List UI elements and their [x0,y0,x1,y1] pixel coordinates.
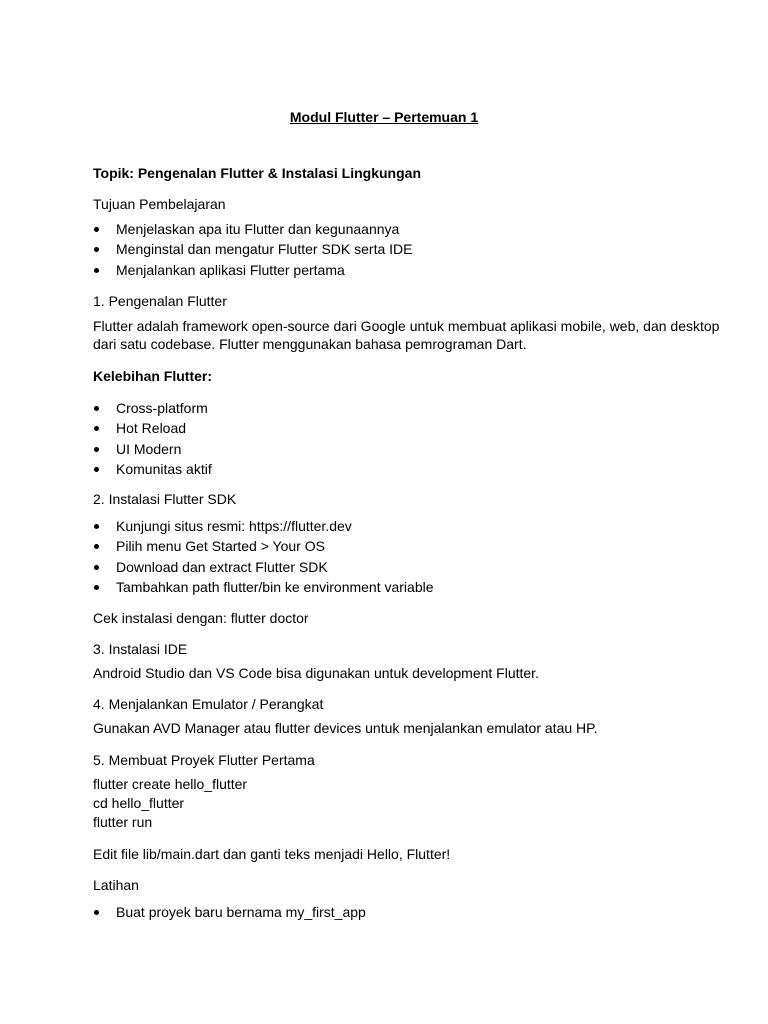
command-line: flutter create hello_flutter [93,776,248,792]
install-check-text: Cek instalasi dengan: flutter doctor [93,610,309,626]
section2-heading: 2. Instalasi Flutter SDK [93,491,237,507]
list-item: Hot Reload [93,418,212,438]
list-item: Cross-platform [93,398,212,418]
command-line: cd hello_flutter [93,795,185,811]
list-item: Download dan extract Flutter SDK [93,557,434,577]
topic-heading: Topik: Pengenalan Flutter & Instalasi Lingkungan [93,165,421,181]
edit-instruction: Edit file lib/main.dart dan ganti teks menjadi Hello, Flutter! [93,846,451,862]
list-item: Buat proyek baru bernama my_first_app [93,902,366,922]
list-item: Menjelaskan apa itu Flutter dan kegunaannya [93,219,412,239]
list-item: Kunjungi situs resmi: https://flutter.dev [93,516,434,536]
objectives-heading: Tujuan Pembelajaran [93,196,226,212]
advantages-list [93,398,212,479]
section4-heading: 4. Menjalankan Emulator / Perangkat [93,696,324,712]
list-item: Menginstal dan mengatur Flutter SDK serta IDE [93,239,412,259]
section1-heading: 1. Pengenalan Flutter [93,293,227,309]
section4-text: Gunakan AVD Manager atau flutter devices untuk menjalankan emulator atau HP. [93,720,598,736]
advantages-heading: Kelebihan Flutter: [93,368,213,384]
section1-line-1: Flutter adalah framework open-source dari Google untuk membuat aplikasi mobile, web, dan desktop [93,318,720,334]
objectives-list [93,219,412,280]
exercise-heading: Latihan [93,877,139,893]
section3-heading: 3. Instalasi IDE [93,641,188,657]
section1-line-2: dari satu codebase. Flutter menggunakan bahasa pemrograman Dart. [93,336,527,352]
list-item: UI Modern [93,439,212,459]
list-item: Pilih menu Get Started > Your OS [93,536,434,556]
section2-list [93,516,434,597]
command-line: flutter run [93,814,153,830]
list-item: Tambahkan path flutter/bin ke environment variable [93,577,434,597]
section5-heading: 5. Membuat Proyek Flutter Pertama [93,752,315,768]
section3-text: Android Studio dan VS Code bisa digunakan untuk development Flutter. [93,665,539,681]
list-item: Menjalankan aplikasi Flutter pertama [93,260,412,280]
document-title: Modul Flutter – Pertemuan 1 [289,109,479,125]
list-item: Komunitas aktif [93,459,212,479]
exercise-list [93,902,366,922]
